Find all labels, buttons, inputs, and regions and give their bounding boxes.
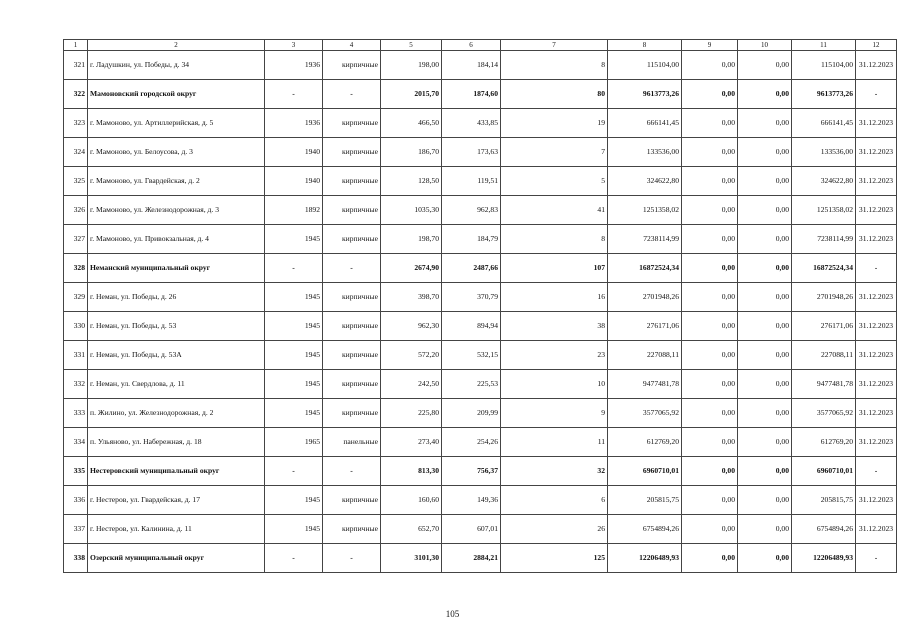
cost-fund-cell: 0,00	[682, 370, 738, 399]
table-row	[64, 196, 897, 225]
cost-local-cell: 7238114,99	[792, 225, 856, 254]
year-cell: 1892	[265, 196, 323, 225]
page-number: 105	[445, 609, 460, 619]
cost-budget-cell: 0,00	[738, 457, 792, 486]
header-cell: 2	[88, 40, 265, 51]
cost-budget-cell: 0,00	[738, 225, 792, 254]
cost-local-cell: 1251358,02	[792, 196, 856, 225]
cost-local-cell: 6754894,26	[792, 515, 856, 544]
table-row	[64, 341, 897, 370]
cost-total-cell: 115104,00	[608, 51, 682, 80]
residents-cell: 32	[501, 457, 608, 486]
residents-cell: 8	[501, 225, 608, 254]
row-number-cell: 332	[64, 370, 88, 399]
total-area-cell: 1035,30	[381, 196, 442, 225]
residents-cell: 23	[501, 341, 608, 370]
cost-total-cell: 612769,20	[608, 428, 682, 457]
cost-total-cell: 6960710,01	[608, 457, 682, 486]
cost-fund-cell: 0,00	[682, 196, 738, 225]
material-cell: кирпичные	[323, 370, 381, 399]
total-area-cell: 3101,30	[381, 544, 442, 573]
material-cell: -	[323, 80, 381, 109]
material-cell: кирпичные	[323, 399, 381, 428]
deadline-cell: 31.12.2023	[856, 399, 897, 428]
living-area-cell: 184,14	[442, 51, 501, 80]
cost-fund-cell: 0,00	[682, 341, 738, 370]
deadline-cell: -	[856, 457, 897, 486]
cost-fund-cell: 0,00	[682, 399, 738, 428]
living-area-cell: 119,51	[442, 167, 501, 196]
living-area-cell: 225,53	[442, 370, 501, 399]
cost-local-cell: 612769,20	[792, 428, 856, 457]
deadline-cell: 31.12.2023	[856, 428, 897, 457]
cost-total-cell: 1251358,02	[608, 196, 682, 225]
deadline-cell: 31.12.2023	[856, 515, 897, 544]
row-number-cell: 334	[64, 428, 88, 457]
year-cell: 1945	[265, 486, 323, 515]
total-area-cell: 398,70	[381, 283, 442, 312]
row-number-cell: 330	[64, 312, 88, 341]
cost-fund-cell: 0,00	[682, 80, 738, 109]
deadline-cell: 31.12.2023	[856, 138, 897, 167]
year-cell: 1965	[265, 428, 323, 457]
cost-fund-cell: 0,00	[682, 51, 738, 80]
cost-total-cell: 9613773,26	[608, 80, 682, 109]
row-number-cell: 338	[64, 544, 88, 573]
total-area-cell: 242,50	[381, 370, 442, 399]
year-cell: 1945	[265, 399, 323, 428]
total-area-cell: 813,30	[381, 457, 442, 486]
header-cell: 10	[738, 40, 792, 51]
row-number-cell: 333	[64, 399, 88, 428]
cost-local-cell: 115104,00	[792, 51, 856, 80]
cost-total-cell: 324622,80	[608, 167, 682, 196]
living-area-cell: 894,94	[442, 312, 501, 341]
deadline-cell: -	[856, 254, 897, 283]
cost-total-cell: 2701948,26	[608, 283, 682, 312]
row-number-cell: 322	[64, 80, 88, 109]
material-cell: кирпичные	[323, 51, 381, 80]
total-area-cell: 962,30	[381, 312, 442, 341]
cost-local-cell: 227088,11	[792, 341, 856, 370]
cost-fund-cell: 0,00	[682, 167, 738, 196]
living-area-cell: 1874,60	[442, 80, 501, 109]
material-cell: -	[323, 254, 381, 283]
cost-fund-cell: 0,00	[682, 138, 738, 167]
address-cell: г. Мамоново, ул. Белоусова, д. 3	[88, 138, 265, 167]
cost-local-cell: 2701948,26	[792, 283, 856, 312]
living-area-cell: 607,01	[442, 515, 501, 544]
cost-budget-cell: 0,00	[738, 428, 792, 457]
cost-total-cell: 16872524,34	[608, 254, 682, 283]
cost-fund-cell: 0,00	[682, 312, 738, 341]
living-area-cell: 209,99	[442, 399, 501, 428]
residents-cell: 7	[501, 138, 608, 167]
total-area-cell: 128,50	[381, 167, 442, 196]
address-cell: г. Неман, ул. Победы, д. 53	[88, 312, 265, 341]
row-number-cell: 326	[64, 196, 88, 225]
deadline-cell: 31.12.2023	[856, 370, 897, 399]
deadline-cell: 31.12.2023	[856, 486, 897, 515]
year-cell: 1940	[265, 167, 323, 196]
address-cell: г. Мамоново, ул. Артиллерийская, д. 5	[88, 109, 265, 138]
total-area-cell: 186,70	[381, 138, 442, 167]
address-cell: г. Ладушкин, ул. Победы, д. 34	[88, 51, 265, 80]
row-number-cell: 328	[64, 254, 88, 283]
column-number-header	[64, 40, 897, 51]
address-cell: п. Ульяново, ул. Набережная, д. 18	[88, 428, 265, 457]
cost-budget-cell: 0,00	[738, 80, 792, 109]
cost-budget-cell: 0,00	[738, 109, 792, 138]
address-cell: г. Мамоново, ул. Привокзальная, д. 4	[88, 225, 265, 254]
residents-cell: 6	[501, 486, 608, 515]
header-cell: 1	[64, 40, 88, 51]
living-area-cell: 173,63	[442, 138, 501, 167]
residents-cell: 16	[501, 283, 608, 312]
address-cell: г. Неман, ул. Победы, д. 53А	[88, 341, 265, 370]
cost-total-cell: 6754894,26	[608, 515, 682, 544]
header-cell: 4	[323, 40, 381, 51]
address-cell: г. Нестеров, ул. Гвардейская, д. 17	[88, 486, 265, 515]
living-area-cell: 2487,66	[442, 254, 501, 283]
year-cell: -	[265, 457, 323, 486]
header-cell: 3	[265, 40, 323, 51]
material-cell: кирпичные	[323, 167, 381, 196]
cost-budget-cell: 0,00	[738, 370, 792, 399]
cost-budget-cell: 0,00	[738, 138, 792, 167]
residents-cell: 41	[501, 196, 608, 225]
cost-budget-cell: 0,00	[738, 312, 792, 341]
cost-total-cell: 7238114,99	[608, 225, 682, 254]
table-row	[64, 283, 897, 312]
deadline-cell: 31.12.2023	[856, 109, 897, 138]
row-number-cell: 324	[64, 138, 88, 167]
table-row	[64, 225, 897, 254]
residents-cell: 107	[501, 254, 608, 283]
material-cell: кирпичные	[323, 515, 381, 544]
living-area-cell: 149,36	[442, 486, 501, 515]
row-number-cell: 323	[64, 109, 88, 138]
cost-fund-cell: 0,00	[682, 283, 738, 312]
address-cell: п. Жилино, ул. Железнодорожная, д. 2	[88, 399, 265, 428]
address-cell: г. Нестеров, ул. Калинина, д. 11	[88, 515, 265, 544]
total-area-cell: 225,80	[381, 399, 442, 428]
year-cell: 1945	[265, 515, 323, 544]
year-cell: 1945	[265, 341, 323, 370]
cost-budget-cell: 0,00	[738, 341, 792, 370]
year-cell: 1940	[265, 138, 323, 167]
table-row	[64, 167, 897, 196]
cost-fund-cell: 0,00	[682, 544, 738, 573]
material-cell: кирпичные	[323, 312, 381, 341]
cost-budget-cell: 0,00	[738, 515, 792, 544]
cost-local-cell: 6960710,01	[792, 457, 856, 486]
table-row	[64, 515, 897, 544]
residents-cell: 5	[501, 167, 608, 196]
table-row	[64, 399, 897, 428]
cost-budget-cell: 0,00	[738, 544, 792, 573]
cost-total-cell: 276171,06	[608, 312, 682, 341]
cost-budget-cell: 0,00	[738, 283, 792, 312]
residents-cell: 10	[501, 370, 608, 399]
header-cell: 8	[608, 40, 682, 51]
address-cell: Неманский муниципальный округ	[88, 254, 265, 283]
table-row	[64, 370, 897, 399]
material-cell: панельные	[323, 428, 381, 457]
district-total-row	[64, 80, 897, 109]
cost-fund-cell: 0,00	[682, 457, 738, 486]
year-cell: 1945	[265, 312, 323, 341]
total-area-cell: 273,40	[381, 428, 442, 457]
cost-local-cell: 324622,80	[792, 167, 856, 196]
row-number-cell: 335	[64, 457, 88, 486]
cost-local-cell: 133536,00	[792, 138, 856, 167]
deadline-cell: 31.12.2023	[856, 283, 897, 312]
address-cell: Мамоновский городской округ	[88, 80, 265, 109]
living-area-cell: 962,83	[442, 196, 501, 225]
cost-budget-cell: 0,00	[738, 196, 792, 225]
table-row	[64, 138, 897, 167]
deadline-cell: 31.12.2023	[856, 196, 897, 225]
living-area-cell: 184,79	[442, 225, 501, 254]
address-cell: Озерский муниципальный округ	[88, 544, 265, 573]
cost-total-cell: 205815,75	[608, 486, 682, 515]
total-area-cell: 466,50	[381, 109, 442, 138]
residents-cell: 80	[501, 80, 608, 109]
material-cell: кирпичные	[323, 138, 381, 167]
table-row	[64, 486, 897, 515]
registry-table	[63, 39, 897, 573]
living-area-cell: 254,26	[442, 428, 501, 457]
cost-local-cell: 3577065,92	[792, 399, 856, 428]
deadline-cell: 31.12.2023	[856, 312, 897, 341]
deadline-cell: -	[856, 80, 897, 109]
cost-fund-cell: 0,00	[682, 225, 738, 254]
material-cell: кирпичные	[323, 341, 381, 370]
residents-cell: 38	[501, 312, 608, 341]
table-row	[64, 312, 897, 341]
cost-local-cell: 9613773,26	[792, 80, 856, 109]
cost-fund-cell: 0,00	[682, 254, 738, 283]
cost-fund-cell: 0,00	[682, 109, 738, 138]
year-cell: 1945	[265, 283, 323, 312]
material-cell: кирпичные	[323, 283, 381, 312]
total-area-cell: 2015,70	[381, 80, 442, 109]
cost-budget-cell: 0,00	[738, 254, 792, 283]
cost-local-cell: 16872524,34	[792, 254, 856, 283]
living-area-cell: 532,15	[442, 341, 501, 370]
material-cell: -	[323, 457, 381, 486]
header-cell: 6	[442, 40, 501, 51]
total-area-cell: 2674,90	[381, 254, 442, 283]
cost-local-cell: 9477481,78	[792, 370, 856, 399]
year-cell: -	[265, 544, 323, 573]
year-cell: -	[265, 80, 323, 109]
cost-total-cell: 227088,11	[608, 341, 682, 370]
cost-budget-cell: 0,00	[738, 51, 792, 80]
table-row	[64, 428, 897, 457]
district-total-row	[64, 457, 897, 486]
year-cell: 1936	[265, 51, 323, 80]
residents-cell: 8	[501, 51, 608, 80]
header-cell: 12	[856, 40, 897, 51]
row-number-cell: 321	[64, 51, 88, 80]
cost-budget-cell: 0,00	[738, 167, 792, 196]
living-area-cell: 433,85	[442, 109, 501, 138]
cost-local-cell: 276171,06	[792, 312, 856, 341]
residents-cell: 9	[501, 399, 608, 428]
material-cell: кирпичные	[323, 109, 381, 138]
address-cell: г. Неман, ул. Победы, д. 26	[88, 283, 265, 312]
year-cell: 1945	[265, 225, 323, 254]
address-cell: г. Неман, ул. Свердлова, д. 11	[88, 370, 265, 399]
living-area-cell: 2884,21	[442, 544, 501, 573]
deadline-cell: -	[856, 544, 897, 573]
total-area-cell: 652,70	[381, 515, 442, 544]
row-number-cell: 325	[64, 167, 88, 196]
district-total-row	[64, 544, 897, 573]
header-cell: 5	[381, 40, 442, 51]
year-cell: 1936	[265, 109, 323, 138]
cost-local-cell: 666141,45	[792, 109, 856, 138]
residents-cell: 26	[501, 515, 608, 544]
header-cell: 9	[682, 40, 738, 51]
cost-fund-cell: 0,00	[682, 428, 738, 457]
cost-total-cell: 9477481,78	[608, 370, 682, 399]
deadline-cell: 31.12.2023	[856, 341, 897, 370]
material-cell: кирпичные	[323, 486, 381, 515]
cost-total-cell: 12206489,93	[608, 544, 682, 573]
table-row	[64, 109, 897, 138]
row-number-cell: 329	[64, 283, 88, 312]
cost-budget-cell: 0,00	[738, 486, 792, 515]
address-cell: Нестеровский муниципальный округ	[88, 457, 265, 486]
address-cell: г. Мамоново, ул. Железнодорожная, д. 3	[88, 196, 265, 225]
material-cell: кирпичные	[323, 225, 381, 254]
deadline-cell: 31.12.2023	[856, 167, 897, 196]
table-row	[64, 51, 897, 80]
cost-local-cell: 205815,75	[792, 486, 856, 515]
year-cell: 1945	[265, 370, 323, 399]
cost-budget-cell: 0,00	[738, 399, 792, 428]
cost-total-cell: 133536,00	[608, 138, 682, 167]
deadline-cell: 31.12.2023	[856, 225, 897, 254]
residents-cell: 19	[501, 109, 608, 138]
deadline-cell: 31.12.2023	[856, 51, 897, 80]
year-cell: -	[265, 254, 323, 283]
cost-total-cell: 666141,45	[608, 109, 682, 138]
header-cell: 11	[792, 40, 856, 51]
material-cell: -	[323, 544, 381, 573]
cost-fund-cell: 0,00	[682, 486, 738, 515]
residents-cell: 11	[501, 428, 608, 457]
living-area-cell: 370,79	[442, 283, 501, 312]
address-cell: г. Мамоново, ул. Гвардейская, д. 2	[88, 167, 265, 196]
header-cell: 7	[501, 40, 608, 51]
total-area-cell: 198,00	[381, 51, 442, 80]
district-total-row	[64, 254, 897, 283]
cost-total-cell: 3577065,92	[608, 399, 682, 428]
row-number-cell: 337	[64, 515, 88, 544]
total-area-cell: 572,20	[381, 341, 442, 370]
cost-local-cell: 12206489,93	[792, 544, 856, 573]
row-number-cell: 336	[64, 486, 88, 515]
row-number-cell: 327	[64, 225, 88, 254]
row-number-cell: 331	[64, 341, 88, 370]
residents-cell: 125	[501, 544, 608, 573]
living-area-cell: 756,37	[442, 457, 501, 486]
total-area-cell: 160,60	[381, 486, 442, 515]
material-cell: кирпичные	[323, 196, 381, 225]
cost-fund-cell: 0,00	[682, 515, 738, 544]
total-area-cell: 198,70	[381, 225, 442, 254]
